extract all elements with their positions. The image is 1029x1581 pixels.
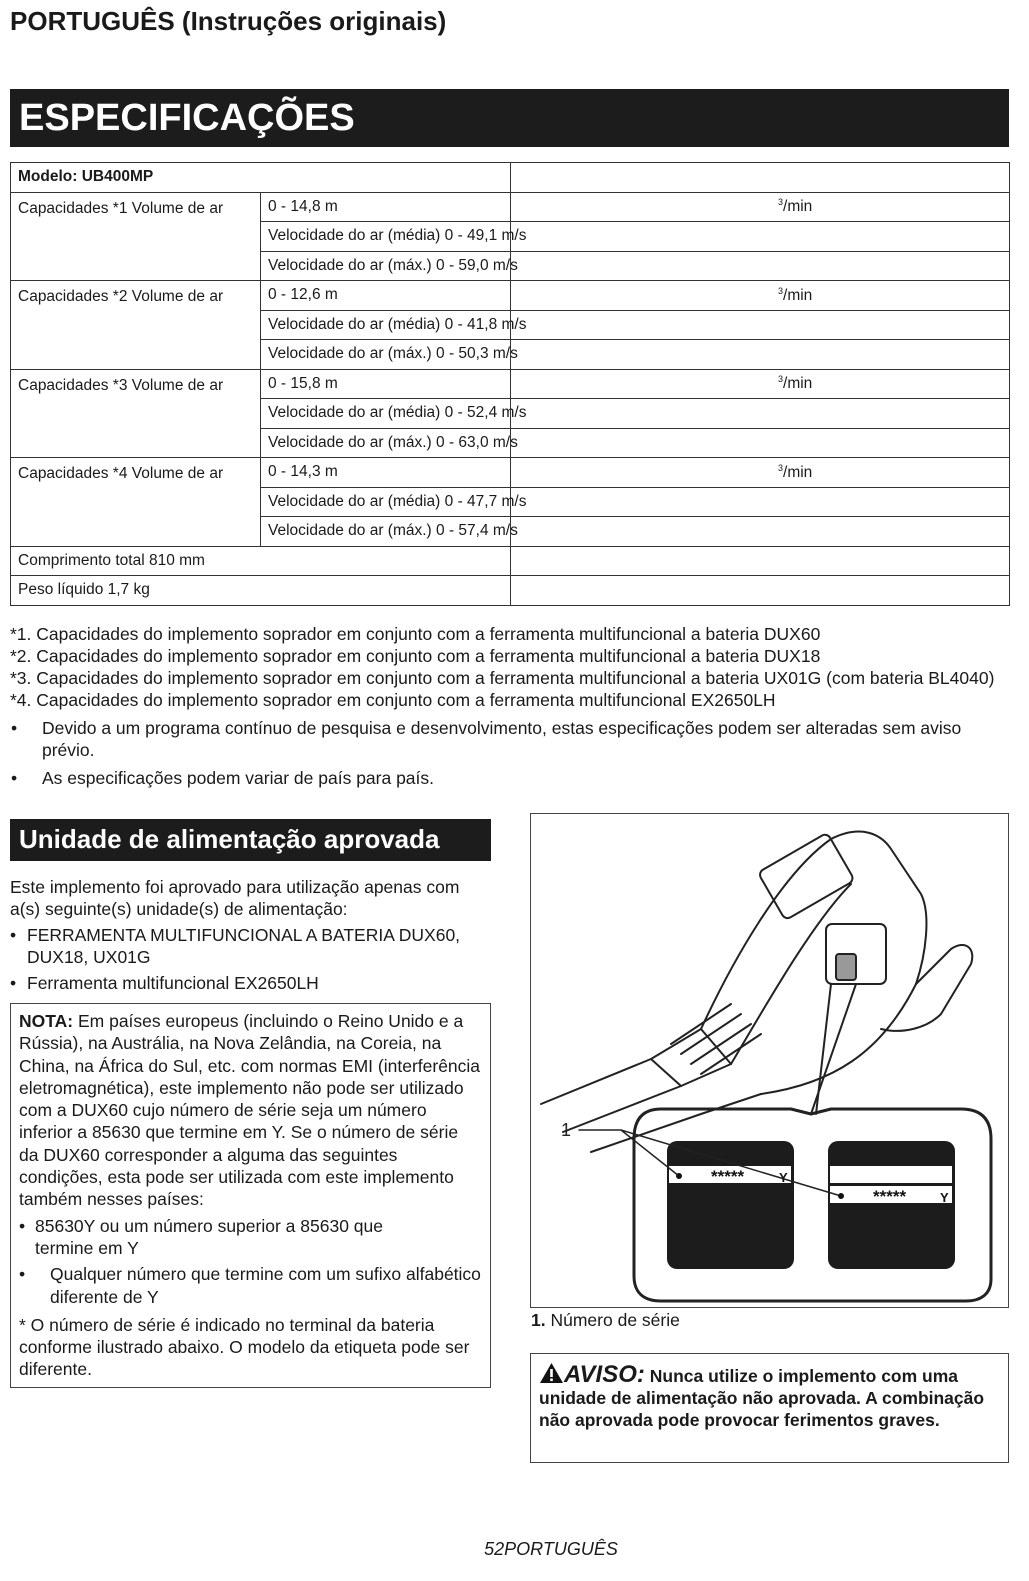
spec-row-name: Volume de ar	[131, 288, 224, 305]
spec-value: 0 - 57,4 m/s	[436, 522, 518, 540]
footnote: *1. Capacidades do implemento soprador em conjunto com a ferramenta multifuncional a bateria DUX60	[10, 624, 821, 644]
spec-row-name: Velocidade do ar (média)	[268, 404, 441, 422]
spec-model-row	[11, 163, 1010, 193]
callout-number: 1	[561, 1120, 572, 1140]
caption-text: Número de série	[550, 1310, 680, 1330]
label-dot	[838, 1193, 844, 1199]
note-box	[10, 1003, 491, 1388]
spec-value: 0 - 50,3 m/s	[436, 345, 518, 363]
serial-label-text: *****	[711, 1167, 745, 1186]
note-text: Em países europeus (incluindo o Reino Unido e a Rússia), na Austrália, na Nova Zelândia, na Coreia, na China, na África do Sul, etc. com normas EMI (interferência eletromagnética), este implemento não pode ser utilizado com a DUX60 cujo número de série seja um número inferior a 85630 que termine em Y. Se o número de série da DUX60 corresponder a alguma das seguintes condições, esta pode ser utilizada com este implemento também nesses países:	[19, 1011, 481, 1210]
spec-row-name: Volume de ar	[131, 465, 224, 482]
serial-label-suffix: Y	[940, 1190, 949, 1205]
spec-row-value	[261, 487, 527, 517]
spec-row-name: Velocidade do ar (máx.)	[268, 522, 432, 540]
spec-row-empty	[511, 340, 1010, 370]
unit-superscript: 3	[778, 197, 784, 208]
spec-row-name: Velocidade do ar (máx.)	[268, 256, 432, 274]
spec-row-unit	[511, 458, 1010, 488]
serial-label-text: *****	[873, 1187, 907, 1206]
spec-row-empty	[511, 546, 1010, 576]
spec-row-empty	[511, 310, 1010, 340]
spec-row-value	[261, 281, 511, 311]
warning-title: AVISO:	[564, 1361, 645, 1388]
spec-value: 0 - 63,0 m/s	[436, 433, 518, 451]
spec-value: 1,7 kg	[107, 581, 150, 599]
spec-row-value	[261, 399, 527, 429]
spec-group-name: Capacidades *2	[18, 288, 128, 305]
unit-superscript: 3	[778, 285, 784, 296]
spec-group-name: Capacidades *3	[18, 376, 128, 394]
spec-row-value	[261, 428, 518, 458]
specifications-table	[10, 162, 1010, 606]
spec-value: 0 - 59,0 m/s	[436, 256, 518, 274]
page-footer: 52PORTUGUÊS	[484, 1539, 618, 1559]
spec-row-empty	[511, 517, 1010, 547]
spec-row-name: Velocidade do ar (média)	[268, 315, 441, 333]
spec-row-value	[261, 251, 518, 281]
spec-value: 0 - 41,8 m/s	[444, 315, 527, 333]
unit-text: /min	[783, 463, 813, 481]
spec-value: 0 - 52,4 m/s	[444, 404, 527, 422]
intro-text: Este implemento foi aprovado para utilização apenas com a(s) seguinte(s) unidade(s) de alimentação:	[10, 877, 460, 919]
approved-unit-item: • Ferramenta multifuncional EX2650LH	[10, 973, 319, 993]
spec-row-name: Volume de ar	[131, 199, 224, 217]
approved-unit-text: Ferramenta multifuncional EX2650LH	[27, 973, 319, 993]
approved-unit-item: • FERRAMENTA MULTIFUNCIONAL A BATERIA DUX60, DUX18, UX01G	[10, 924, 490, 968]
caption-number: 1.	[531, 1310, 546, 1330]
spec-group-label	[11, 192, 261, 281]
serial-label-suffix: Y	[779, 1170, 788, 1185]
note-footer: * O número de série é indicado no terminal da bateria conforme ilustrado abaixo. O modelo da etiqueta pode ser diferente.	[19, 1314, 470, 1380]
spec-value: 0 - 49,1 m/s	[444, 227, 527, 245]
spec-value: 0 - 47,7 m/s	[444, 492, 527, 510]
bullet-item	[10, 767, 1010, 789]
spec-row-name: Velocidade do ar (média)	[268, 227, 441, 245]
spec-row-value	[261, 458, 511, 488]
spec-row	[11, 458, 1010, 488]
spec-value: 0 - 12,6 m	[268, 286, 338, 304]
unit-text: /min	[783, 198, 813, 216]
spec-group-label	[11, 458, 261, 547]
label-dot	[676, 1173, 682, 1179]
spec-weight-row	[11, 576, 1010, 606]
note-condition-text: Qualquer número que termine com um sufixo alfabético diferente de Y	[50, 1264, 481, 1307]
unit-superscript: 3	[778, 374, 784, 385]
note-condition-text: 85630Y ou um número superior a 85630 que termine em Y	[35, 1215, 383, 1258]
serial-number-figure	[530, 813, 1009, 1308]
note-condition-item: • 85630Y ou um número superior a 85630 que termine em Y	[19, 1215, 482, 1260]
spec-row-unit	[511, 192, 1010, 222]
spec-row-name: Velocidade do ar (máx.)	[268, 345, 432, 363]
spec-notes	[10, 623, 1010, 789]
spec-row-unit	[511, 281, 1010, 311]
spec-row-unit	[511, 369, 1010, 399]
unit-text: /min	[783, 375, 813, 393]
spec-value: 0 - 14,8 m	[268, 197, 338, 215]
footnote: *2. Capacidades do implemento soprador em conjunto com a ferramenta multifuncional a bateria DUX18	[10, 646, 821, 666]
warning-box	[530, 1353, 1009, 1463]
spec-row-value	[261, 340, 518, 370]
approved-unit-text: FERRAMENTA MULTIFUNCIONAL A BATERIA DUX60, DUX18, UX01G	[27, 925, 461, 967]
spec-label: Comprimento total	[18, 551, 145, 569]
footnote: *4. Capacidades do implemento soprador em conjunto com a ferramenta multifuncional EX2650LH	[10, 690, 776, 710]
spec-group-label	[11, 369, 261, 458]
spec-length	[11, 546, 511, 576]
specifications-heading: ESPECIFICAÇÕES	[10, 89, 1009, 147]
spec-row-name: Volume de ar	[131, 376, 224, 394]
spec-row	[11, 281, 1010, 311]
figure-caption	[531, 1310, 680, 1331]
spec-value: 810 mm	[148, 551, 205, 569]
bullet-dot: •	[11, 768, 18, 788]
spec-row-name: Velocidade do ar (média)	[268, 492, 441, 510]
battery-terminal-illustration	[531, 814, 1007, 1306]
spec-row-value	[261, 192, 511, 222]
bullet-dot: •	[11, 718, 18, 738]
spec-row-empty	[511, 222, 1010, 252]
spec-row	[11, 192, 1010, 222]
spec-group-name: Capacidades *4	[18, 465, 128, 482]
note-label: NOTA:	[19, 1011, 74, 1031]
spec-label: Peso líquido	[18, 581, 104, 599]
spec-row	[11, 369, 1010, 399]
spec-row-empty	[511, 576, 1010, 606]
spec-row-value	[261, 222, 527, 252]
spec-row-empty	[511, 487, 1010, 517]
spec-group-label	[11, 281, 261, 370]
spec-row-name: Velocidade do ar (máx.)	[268, 433, 432, 451]
spec-weight	[11, 576, 511, 606]
unit-superscript: 3	[778, 462, 784, 473]
warning-text: Nunca utilize o implemento com uma unidade de alimentação não aprovada. A combinação não aprovada pode provocar ferimentos graves.	[539, 1366, 985, 1430]
warning-triangle-icon	[539, 1362, 564, 1384]
bullet-text: Devido a um programa contínuo de pesquisa e desenvolvimento, estas especificações podem ser alteradas sem aviso prévio.	[42, 718, 962, 760]
spec-row-empty	[511, 399, 1010, 429]
model-label: Modelo: UB400MP	[11, 163, 511, 193]
spec-row-empty	[511, 428, 1010, 458]
spec-row-empty	[511, 251, 1010, 281]
spec-row-value	[261, 517, 518, 547]
spec-row-value	[261, 369, 511, 399]
bullet-text: As especificações podem variar de país para país.	[42, 768, 435, 788]
spec-length-row	[11, 546, 1010, 576]
spec-value: 0 - 14,3 m	[268, 463, 338, 481]
language-title: PORTUGUÊS (Instruções originais)	[10, 6, 447, 36]
unit-text: /min	[783, 286, 813, 304]
note-condition-item: • Qualquer número que termine com um sufixo alfabético diferente de Y	[19, 1264, 481, 1307]
note-paragraph	[19, 1010, 482, 1211]
power-unit-heading: Unidade de alimentação aprovada	[10, 819, 491, 861]
spec-group-name: Capacidades *1	[18, 199, 128, 217]
footnote: *3. Capacidades do implemento soprador em conjunto com a ferramenta multifuncional a bateria UX01G (com bateria BL4040)	[10, 668, 995, 688]
power-unit-intro	[10, 876, 490, 994]
spec-value: 0 - 15,8 m	[268, 374, 338, 392]
bullet-item	[10, 717, 1010, 761]
spec-row-value	[261, 310, 527, 340]
